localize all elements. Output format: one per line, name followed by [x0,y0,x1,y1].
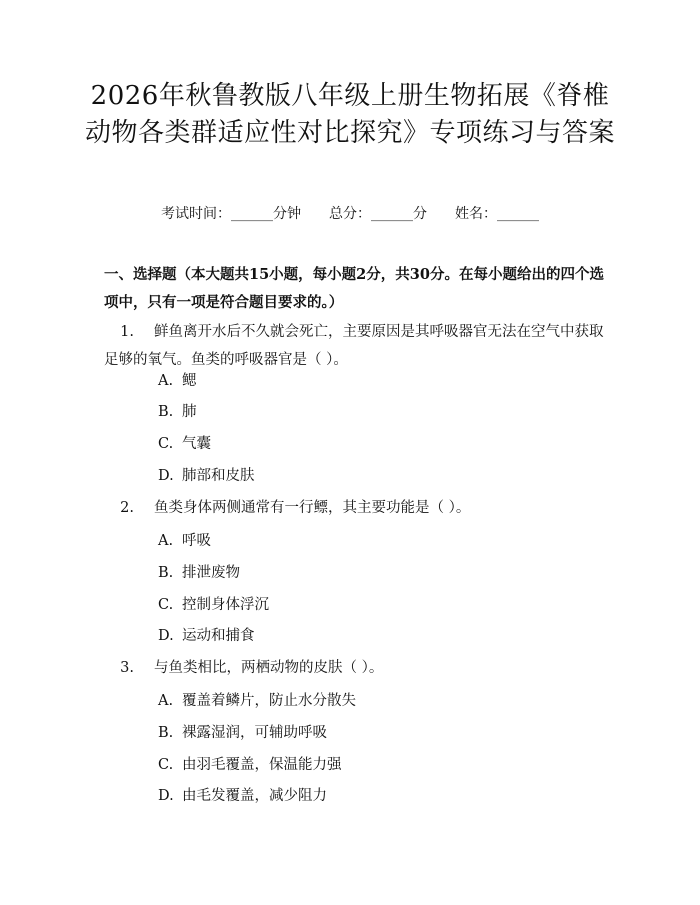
option-letter: C. [158,436,174,452]
option-text: 裸露湿润，可辅助呼吸 [182,725,327,741]
option-letter: A. [158,533,174,549]
total-score: 总分：______分 [329,206,427,222]
option-text: 鳃 [182,373,197,389]
option-text: 排泄废物 [182,565,240,581]
question-stem: 与鱼类相比，两栖动物的皮肤（ ）。 [154,660,384,676]
page-title: 2026年秋鲁教版八年级上册生物拓展《脊椎动物各类群适应性对比探究》专项练习与答案 [84,81,615,148]
exam-info [0,203,700,223]
student-name: 姓名：______ [455,206,539,222]
option-text: 控制身体浮沉 [182,597,269,613]
question-stem: 鲜鱼离开水后不久就会死亡，主要原因是其呼吸器官无法在空气中获取足够的氧气。鱼类的呼吸器官是（ ）。 [104,324,604,368]
option-text: 运动和捕食 [182,628,255,644]
question-2 [104,494,614,522]
option-letter: B. [158,404,174,420]
section-heading: 一、选择题（本大题共15小题，每小题2分，共30分。在每小题给出的四个选项中，只有一项是符合题目要求的。） [104,266,604,311]
question-number: 2. [120,500,134,516]
exam-time: 考试时间：______分钟 [161,206,301,222]
option-text: 覆盖着鳞片，防止水分散失 [182,693,356,709]
option-text: 肺 [182,404,197,420]
option-letter: A. [158,693,174,709]
option-b [158,563,240,583]
option-letter: B. [158,725,174,741]
option-text: 呼吸 [182,533,211,549]
option-text: 由羽毛覆盖，保温能力强 [182,757,342,773]
option-text: 肺部和皮肤 [182,468,255,484]
question-stem: 鱼类身体两侧通常有一行鳔，其主要功能是（ ）。 [154,500,471,516]
option-letter: D. [158,788,174,804]
option-c [158,595,269,615]
option-c [158,434,211,454]
option-d [158,626,255,646]
option-text: 气囊 [182,436,211,452]
option-b [158,402,197,422]
option-b [158,723,327,743]
option-a [158,691,356,711]
option-letter: C. [158,597,174,613]
option-letter: D. [158,468,174,484]
option-d [158,466,255,486]
option-d [158,786,327,806]
option-text: 由毛发覆盖，减少阻力 [182,788,327,804]
option-a [158,371,197,391]
option-letter: B. [158,565,174,581]
question-number: 3. [120,660,134,676]
option-letter: D. [158,628,174,644]
option-letter: C. [158,757,174,773]
question-1 [104,318,614,374]
option-c [158,755,342,775]
question-number: 1. [120,324,134,340]
question-3 [104,654,614,682]
option-a [158,531,211,551]
option-letter: A. [158,373,174,389]
